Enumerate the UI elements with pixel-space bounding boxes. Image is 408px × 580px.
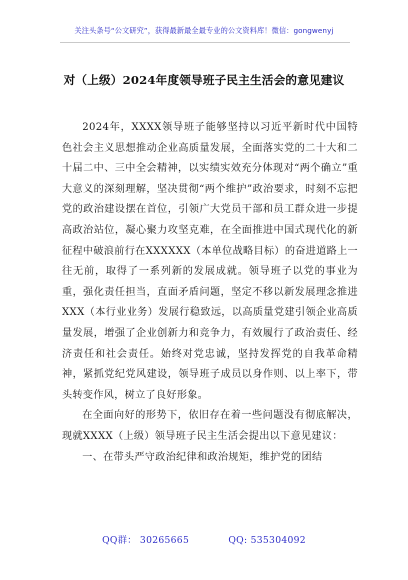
footer-qq-number: QQ: 535304092 bbox=[228, 535, 306, 546]
document-body bbox=[62, 118, 358, 468]
paragraph-section-one: 一、在带头严守政治纪律和政治规矩，维护党的团结 bbox=[82, 451, 323, 463]
header-divider bbox=[60, 42, 350, 43]
footer-qq-group: QQ群： 30265665 bbox=[102, 535, 190, 546]
document-title: 对（上级）2024年度领导班子民主生活会的意见建议 bbox=[63, 73, 345, 87]
footer-contact bbox=[0, 532, 408, 546]
header-banner: 关注头条号“公文研究”，获得最新最全最专业的公文资料库！微信：gongwenyj bbox=[74, 26, 334, 35]
paragraph-summary: 2024年，XXXX领导班子能够坚持以习近平新时代中国特色社会主义思想推动企业高质量发展，全面落实党的二十大和二十届二中、三中全会精神，以实绩实效充分体现对“两个确立”重大意义的深刻理解，坚决贯彻“两个维护”政治要求，时刻不忘把党的政治建设摆在首位，引领广大党员干部和员工群众进一步提高政治站位，凝心聚力攻坚克难，在全面推进中国式现代化的新征程中破浪前行在XXXXXX（本单位战略目标）的奋进道路上一往无前，取得了一系列新的发展成就。领导班子以党的事业为重，强化责任担当，直面矛盾问题，坚定不移以新发展理念推进XXX（本行业业务）发展行稳致远，以高质量党建引领企业高质量发展，增强了企业创新力和竞争力，有效履行了政治责任、经济责任和社会责任。始终对党忠诚，坚持发挥党的自我革命精神，紧抓党纪党风建设，领导班子成员以身作则、以上率下，带头转变作风，树立了良好形象。 bbox=[62, 122, 358, 401]
paragraph-transition: 在全面向好的形势下，依旧存在着一些问题没有彻底解决，现就XXXX（上级）领导班子民主生活会提出以下意见建议： bbox=[62, 410, 358, 442]
